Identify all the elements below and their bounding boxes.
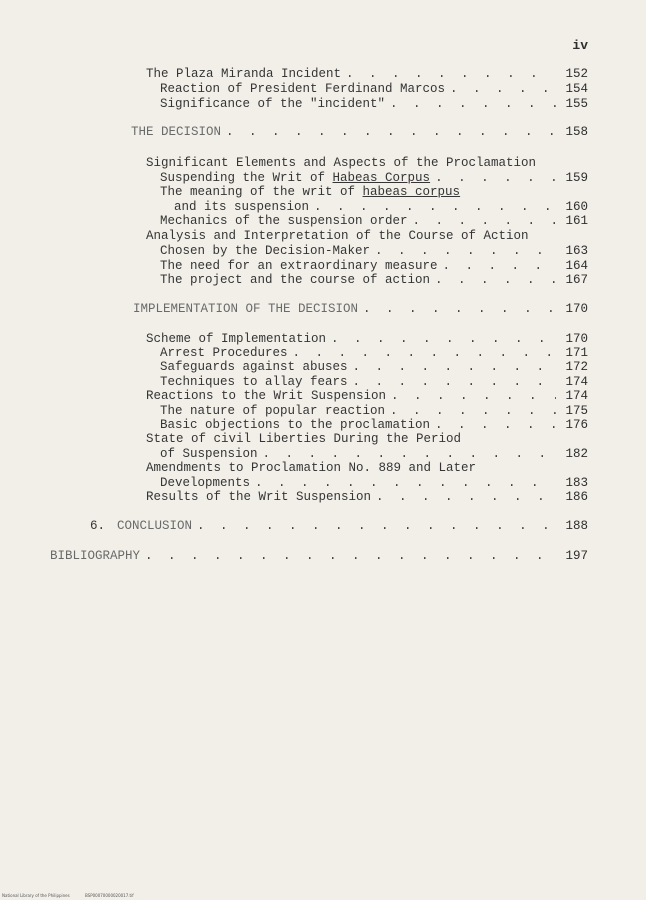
toc-entry-techniques <box>160 375 588 390</box>
toc-entry-title: Significance of the "incident" <box>160 97 386 111</box>
dot-leader <box>390 404 556 419</box>
toc-page-number: 160 <box>565 200 588 214</box>
toc-page-number: 167 <box>565 273 588 287</box>
toc-page-number: 158 <box>565 125 588 139</box>
underlined-term: Habeas Corpus <box>332 171 431 185</box>
toc-entry-title: Chosen by the Decision-Maker <box>160 244 371 258</box>
toc-entry-title: The need for an extraordinary measure <box>160 259 438 273</box>
scan-footer <box>2 893 148 898</box>
toc-entry-state-civil-liberties <box>146 432 588 447</box>
toc-entry-chosen-by <box>160 244 588 259</box>
toc-entry-title: Developments <box>160 476 251 490</box>
toc-entry-basic-objections <box>160 418 588 433</box>
toc-page-number: 170 <box>565 302 588 316</box>
toc-page-number: 175 <box>565 404 588 418</box>
toc-entry-title: The nature of popular reaction <box>160 404 386 418</box>
footer-filename: BSP00070000020017.tif <box>85 893 134 898</box>
toc-page-number: 161 <box>565 214 588 228</box>
toc-entry-title: Reactions to the Writ Suspension <box>146 389 387 403</box>
toc-entry-title: Analysis and Interpretation of the Course of Action <box>146 229 529 243</box>
toc-page-number: 155 <box>565 97 588 111</box>
toc-page-number: 188 <box>565 519 588 533</box>
toc-chapter-title: THE DECISION <box>131 125 222 139</box>
dot-leader <box>413 214 556 229</box>
toc-entry-title: and its suspension <box>174 200 310 214</box>
toc-entry-title: Amendments to Proclamation No. 889 and Later <box>146 461 477 475</box>
dot-leader <box>363 302 556 317</box>
toc-page-number: 183 <box>565 476 588 490</box>
toc-entry-nature-reaction <box>160 404 588 419</box>
toc-entry-title: of Suspension <box>160 447 258 461</box>
toc-entry-results <box>146 490 588 505</box>
toc-entry-title: Safeguards against abuses <box>160 360 348 374</box>
toc-entry-reaction-marcos <box>160 82 588 97</box>
toc-page-number: 164 <box>565 259 588 273</box>
dot-leader <box>390 97 556 112</box>
toc-entry-analysis <box>146 229 588 244</box>
toc-entry-plaza-miranda <box>146 67 588 82</box>
toc-entry-reactions <box>146 389 588 404</box>
toc-entry-developments <box>160 476 588 491</box>
dot-leader <box>443 259 556 274</box>
dot-leader <box>255 476 556 491</box>
dot-leader <box>391 389 556 404</box>
toc-chapter-conclusion <box>90 519 588 534</box>
footer-library: National Library of the Philippines <box>2 893 70 898</box>
toc-entry-scheme <box>146 332 588 347</box>
dot-leader <box>353 375 556 390</box>
toc-chapter-implementation <box>133 302 588 317</box>
toc-entry-title <box>160 185 460 200</box>
toc-page-number: 197 <box>565 549 588 563</box>
dot-leader <box>435 418 556 433</box>
toc-page-number: 159 <box>565 171 588 185</box>
title-part: The meaning of the writ of <box>160 185 363 199</box>
toc-entry-title <box>160 171 430 186</box>
chapter-number: 6. <box>90 519 106 533</box>
toc-entry-title: Basic objections to the proclamation <box>160 418 431 432</box>
toc-entry-significant-elements <box>146 156 588 171</box>
toc-page-number: 163 <box>565 244 588 258</box>
dot-leader <box>346 67 556 82</box>
dot-leader <box>450 82 556 97</box>
toc-entry-title: Mechanics of the suspension order <box>160 214 408 228</box>
toc-chapter-title: IMPLEMENTATION OF THE DECISION <box>133 302 359 316</box>
toc-entry-title: Techniques to allay fears <box>160 375 348 389</box>
toc-entry-and-its-suspension <box>174 200 588 215</box>
toc-page-number: 170 <box>565 332 588 346</box>
toc-entry-meaning-of-writ <box>160 185 588 200</box>
toc-chapter-title: CONCLUSION <box>117 519 193 533</box>
toc-page-number: 172 <box>565 360 588 374</box>
toc-entry-significance-incident <box>160 97 588 112</box>
toc-entry-title: The Plaza Miranda Incident <box>146 67 342 81</box>
dot-leader <box>145 549 556 564</box>
toc-entry-title: Arrest Procedures <box>160 346 288 360</box>
toc-entry-need-extraordinary <box>160 259 588 274</box>
dot-leader <box>293 346 556 361</box>
toc-page-number: 171 <box>565 346 588 360</box>
toc-entry-title: The project and the course of action <box>160 273 431 287</box>
toc-page-number: 186 <box>565 490 588 504</box>
toc-entry-safeguards <box>160 360 588 375</box>
toc-chapter-title: BIBLIOGRAPHY <box>50 549 141 563</box>
title-part: Suspending the Writ of <box>160 171 333 185</box>
toc-bibliography <box>50 549 588 564</box>
toc-page-number: 176 <box>565 418 588 432</box>
toc-entry-arrest <box>160 346 588 361</box>
toc-entry-suspending-writ <box>160 171 588 186</box>
toc-page-number: 154 <box>565 82 588 96</box>
toc-page-number: 182 <box>565 447 588 461</box>
dot-leader <box>376 490 556 505</box>
dot-leader <box>226 125 556 140</box>
toc-entry-title: Significant Elements and Aspects of the Proclamation <box>146 156 537 170</box>
dot-leader <box>331 332 556 347</box>
toc-page-number: 152 <box>565 67 588 81</box>
toc-entry-title: Scheme of Implementation <box>146 332 327 346</box>
toc-entry-title: Reaction of President Ferdinand Marcos <box>160 82 446 96</box>
toc-chapter-the-decision <box>131 125 588 140</box>
toc-page-number: 174 <box>565 389 588 403</box>
dot-leader <box>314 200 556 215</box>
dot-leader <box>197 519 556 534</box>
underlined-term: habeas corpus <box>362 185 461 199</box>
toc-entry-amendments <box>146 461 588 476</box>
toc-entry-project-course <box>160 273 588 288</box>
toc-entry-title: State of civil Liberties During the Period <box>146 432 462 446</box>
dot-leader <box>263 447 556 462</box>
toc-entry-of-suspension <box>160 447 588 462</box>
dot-leader <box>435 171 556 186</box>
page-number: iv <box>572 38 588 53</box>
dot-leader <box>435 273 556 288</box>
dot-leader <box>353 360 556 375</box>
toc-page-number: 174 <box>565 375 588 389</box>
toc-entry-mechanics <box>160 214 588 229</box>
toc-entry-title: Results of the Writ Suspension <box>146 490 372 504</box>
dot-leader <box>375 244 556 259</box>
